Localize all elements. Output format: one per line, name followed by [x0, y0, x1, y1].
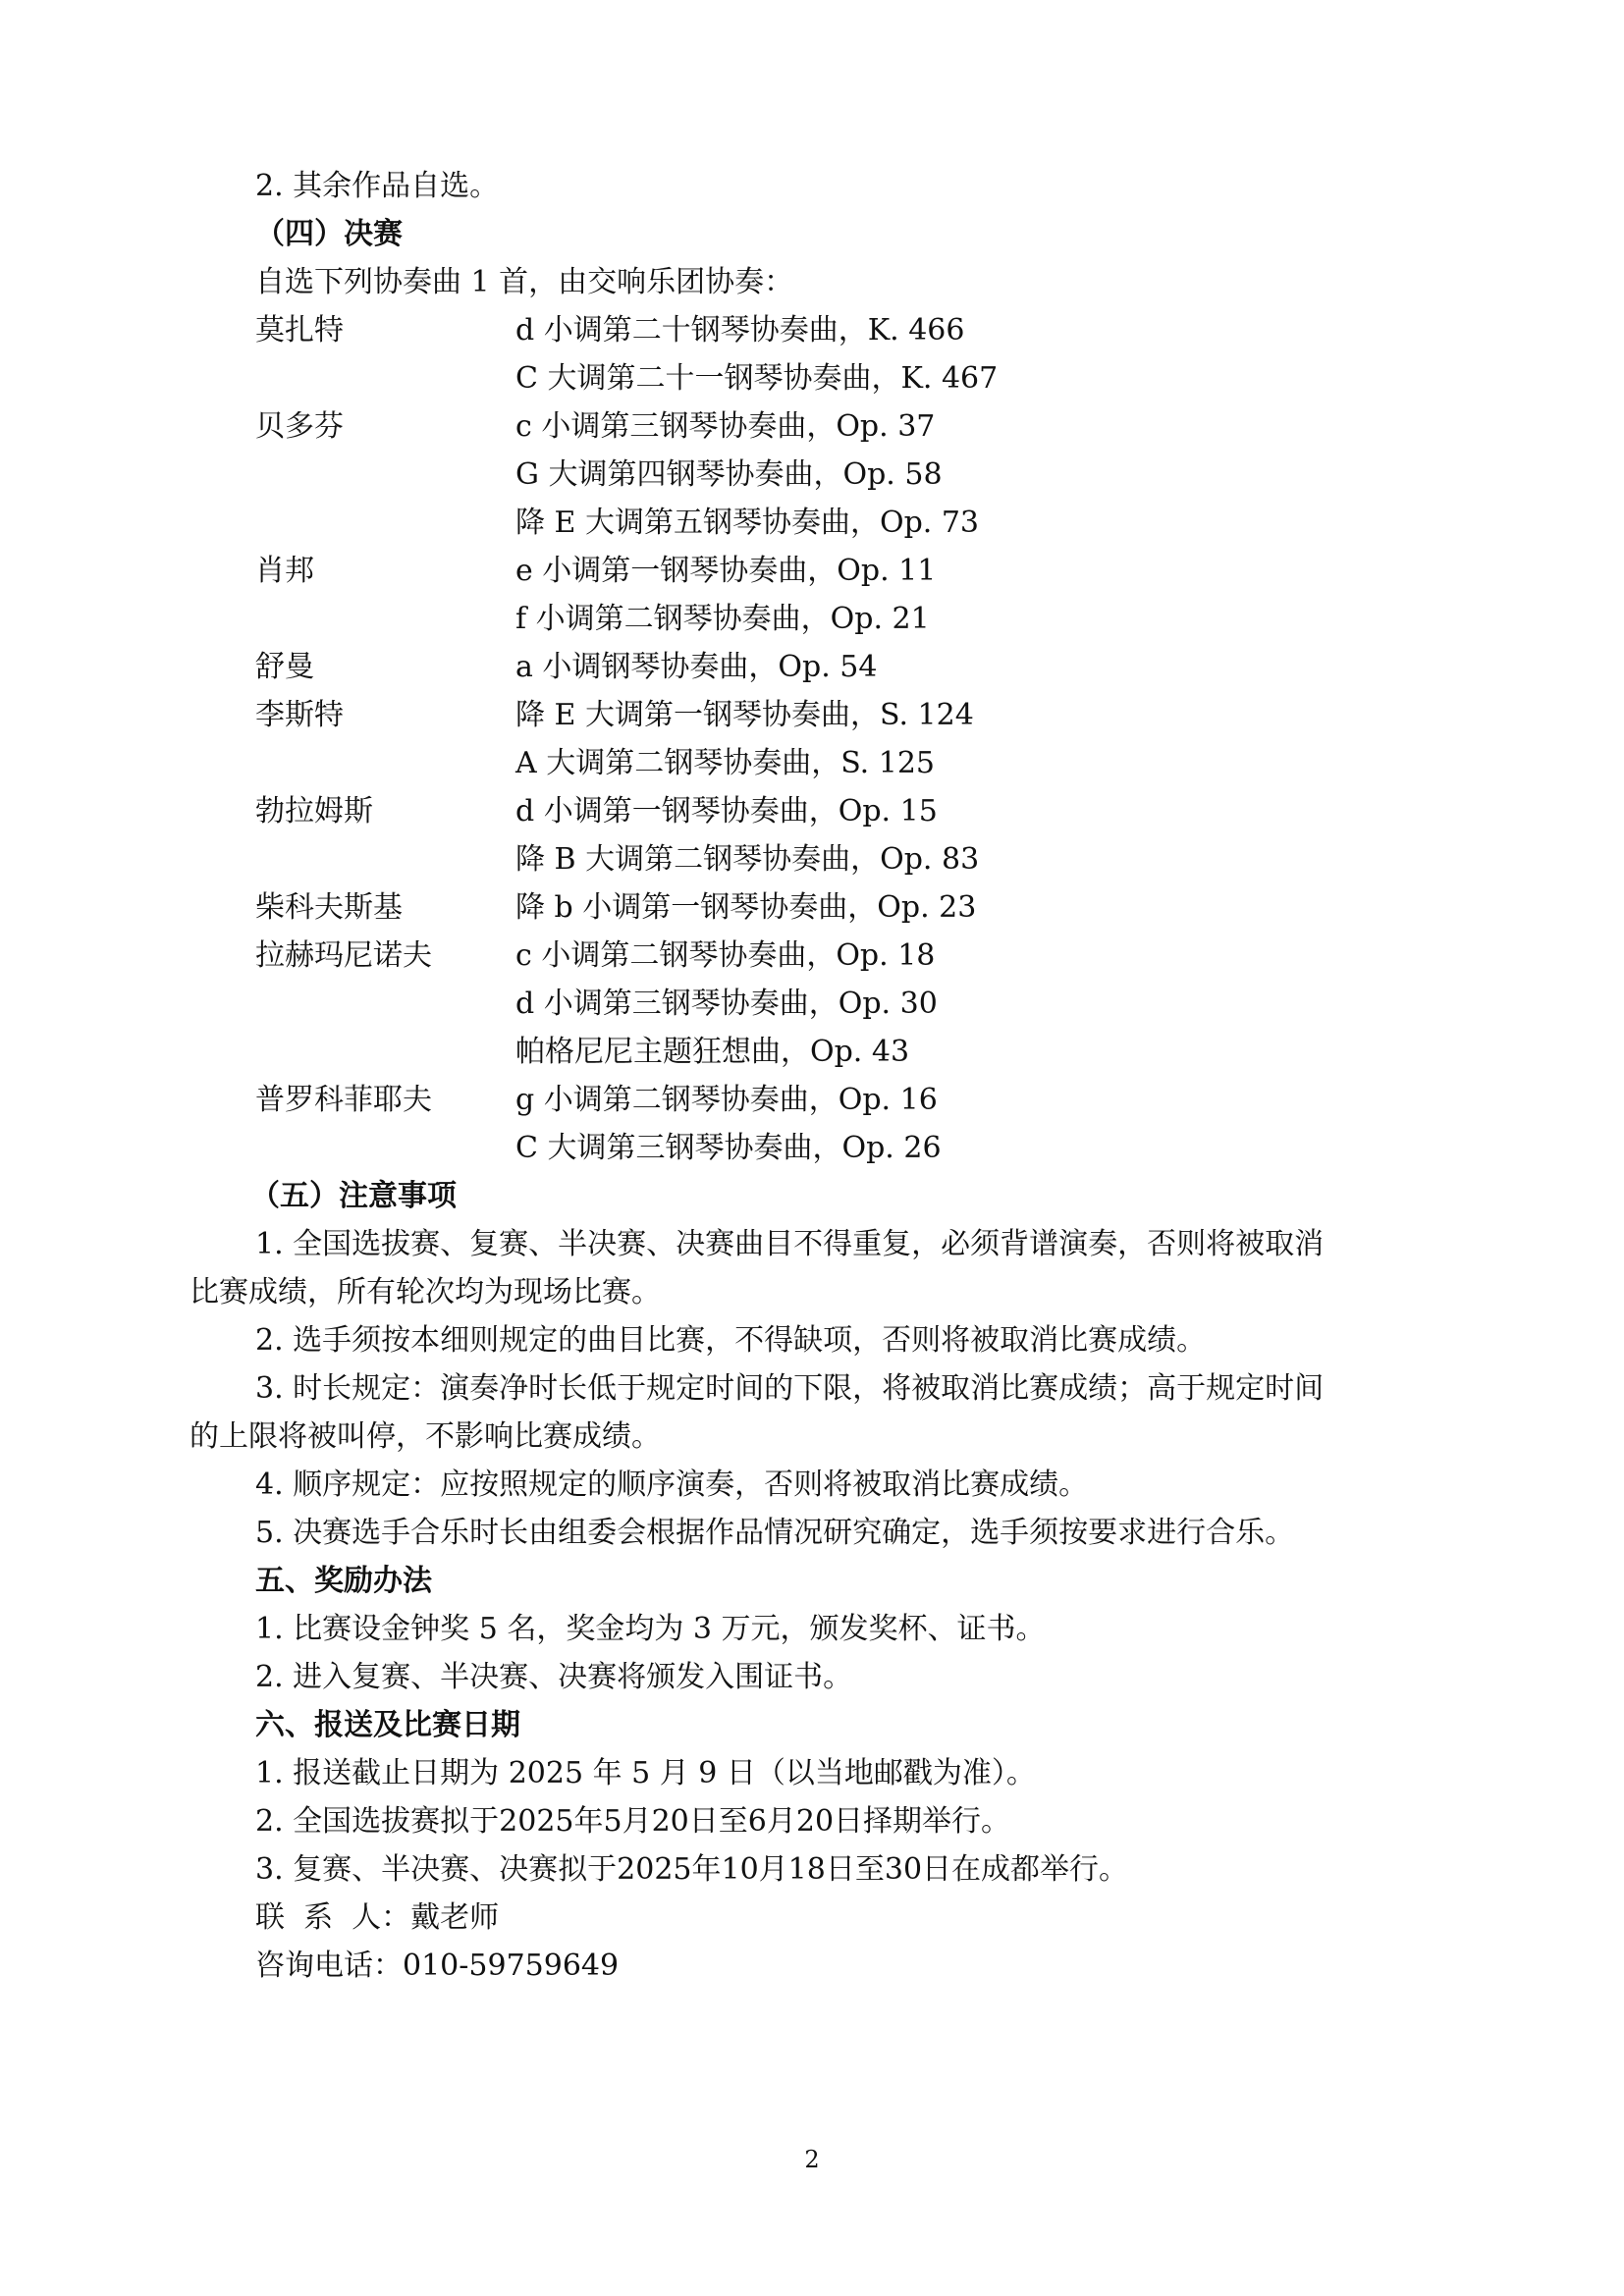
section-heading-dates: 六、报送及比赛日期: [255, 1708, 520, 1742]
concerto-title: C 大调第三钢琴协奏曲，Op. 26: [515, 1131, 942, 1165]
concerto-title: d 小调第一钢琴协奏曲，Op. 15: [515, 794, 938, 828]
date-1: 1. 报送截止日期为 2025 年 5 月 9 日（以当地邮戳为准）。: [255, 1756, 1036, 1790]
section-heading-rewards: 五、奖励办法: [255, 1564, 432, 1598]
concerto-title: 降 b 小调第一钢琴协奏曲，Op. 23: [515, 890, 977, 925]
reward-2: 2. 进入复赛、半决赛、决赛将颁发入围证书。: [255, 1660, 853, 1694]
page-number: 2: [804, 2146, 820, 2173]
composer-name: 舒曼: [255, 650, 314, 684]
concerto-title: c 小调第二钢琴协奏曲，Op. 18: [515, 938, 936, 973]
composer-name: 李斯特: [255, 698, 344, 732]
composer-name: 勃拉姆斯: [255, 794, 373, 828]
concerto-title: d 小调第二十钢琴协奏曲，K. 466: [515, 313, 965, 347]
note-5: 5. 决赛选手合乐时长由组委会根据作品情况研究确定，选手须按要求进行合乐。: [255, 1516, 1295, 1550]
concerto-title: e 小调第一钢琴协奏曲，Op. 11: [515, 554, 937, 588]
date-3: 3. 复赛、半决赛、决赛拟于2025年10月18日至30日在成都举行。: [255, 1852, 1129, 1887]
note-4: 4. 顺序规定：应按照规定的顺序演奏，否则将被取消比赛成绩。: [255, 1468, 1089, 1502]
note-1-line-1: 1. 全国选拔赛、复赛、半决赛、决赛曲目不得重复，必须背谱演奏，否则将被取消: [255, 1227, 1325, 1261]
concerto-title: 帕格尼尼主题狂想曲，Op. 43: [515, 1035, 910, 1069]
composer-name: 莫扎特: [255, 313, 344, 347]
date-2: 2. 全国选拔赛拟于2025年5月20日至6月20日择期举行。: [255, 1804, 1011, 1839]
concerto-title: 降 E 大调第一钢琴协奏曲，S. 124: [515, 698, 974, 732]
contact-phone: 咨询电话：010-59759649: [255, 1949, 620, 1983]
section-heading-final-round: （四）决赛: [255, 217, 403, 251]
concerto-title: A 大调第二钢琴协奏曲，S. 125: [515, 746, 936, 780]
composer-name: 柴科夫斯基: [255, 890, 403, 925]
note-3-line-1: 3. 时长规定：演奏净时长低于规定时间的下限，将被取消比赛成绩；高于规定时间: [255, 1371, 1325, 1406]
concerto-title: f 小调第二钢琴协奏曲，Op. 21: [515, 602, 930, 636]
section-heading-notes: （五）注意事项: [250, 1179, 457, 1213]
note-1-line-2: 比赛成绩，所有轮次均为现场比赛。: [189, 1275, 661, 1309]
concerto-title: a 小调钢琴协奏曲，Op. 54: [515, 650, 878, 684]
contact-person: 联 系 人：戴老师: [255, 1900, 500, 1935]
note-2: 2. 选手须按本细则规定的曲目比赛，不得缺项，否则将被取消比赛成绩。: [255, 1323, 1207, 1358]
composer-name: 肖邦: [255, 554, 314, 588]
concerto-title: 降 E 大调第五钢琴协奏曲，Op. 73: [515, 506, 980, 540]
concerto-title: d 小调第三钢琴协奏曲，Op. 30: [515, 987, 938, 1021]
composer-name: 普罗科菲耶夫: [255, 1083, 432, 1117]
reward-1: 1. 比赛设金钟奖 5 名，奖金均为 3 万元，颁发奖杯、证书。: [255, 1612, 1046, 1646]
concerto-title: G 大调第四钢琴协奏曲，Op. 58: [515, 457, 943, 492]
final-round-instruction: 自选下列协奏曲 1 首，由交响乐团协奏：: [255, 265, 794, 299]
composer-name: 贝多芬: [255, 409, 344, 444]
item-other-works-free-choice: 2. 其余作品自选。: [255, 169, 500, 203]
note-3-line-2: 的上限将被叫停，不影响比赛成绩。: [189, 1419, 661, 1454]
concerto-title: C 大调第二十一钢琴协奏曲，K. 467: [515, 361, 999, 396]
concerto-title: 降 B 大调第二钢琴协奏曲，Op. 83: [515, 842, 980, 877]
composer-name: 拉赫玛尼诺夫: [255, 938, 432, 973]
concerto-title: c 小调第三钢琴协奏曲，Op. 37: [515, 409, 936, 444]
concerto-title: g 小调第二钢琴协奏曲，Op. 16: [515, 1083, 938, 1117]
